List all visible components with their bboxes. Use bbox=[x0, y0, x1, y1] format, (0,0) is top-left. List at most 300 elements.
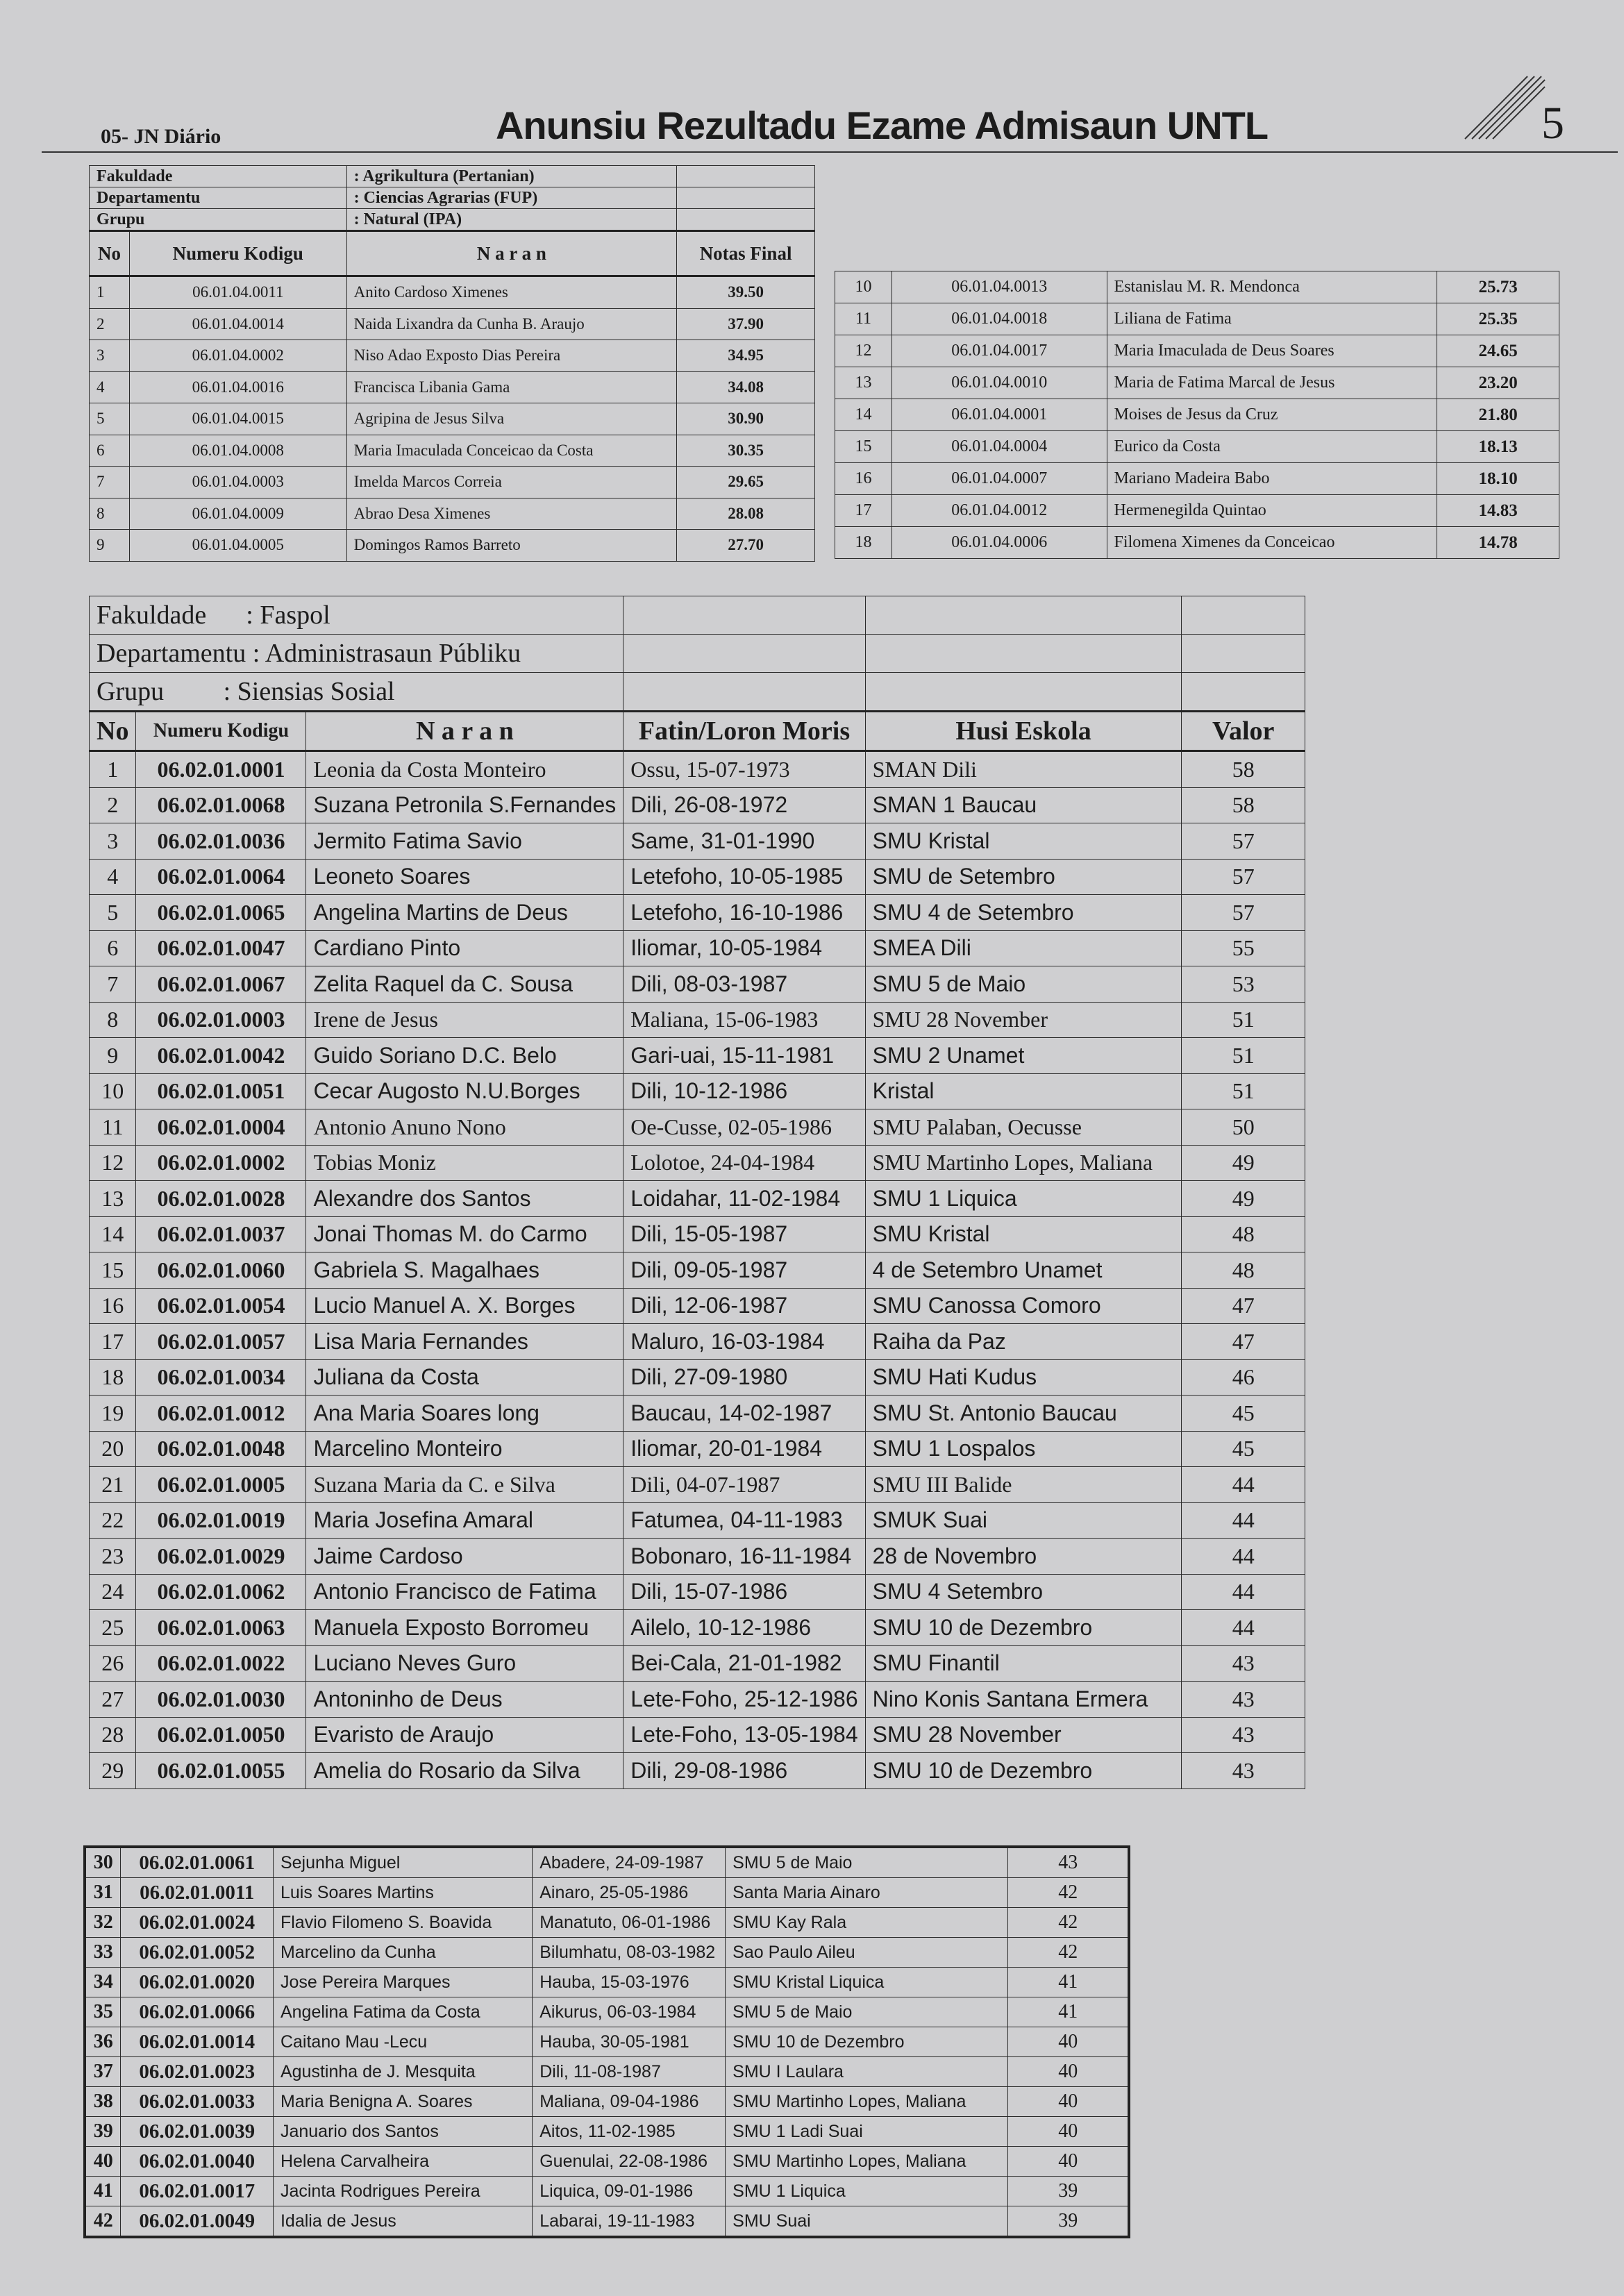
name-cell: Maria Imaculada de Deus Soares bbox=[1107, 335, 1437, 367]
code-cell: 06.02.01.0030 bbox=[136, 1682, 306, 1718]
row-number: 10 bbox=[90, 1073, 136, 1109]
value-cell: 58 bbox=[1182, 787, 1305, 823]
school-cell: Santa Maria Ainaro bbox=[726, 1878, 1008, 1908]
row-number: 37 bbox=[85, 2057, 121, 2087]
value-cell: 55 bbox=[1182, 930, 1305, 966]
birth-cell: Hauba, 15-03-1976 bbox=[533, 1968, 726, 1997]
name-cell: Mariano Madeira Babo bbox=[1107, 463, 1437, 495]
meta-text: Departamentu : Administrasaun Públiku bbox=[90, 635, 623, 673]
row-number: 9 bbox=[90, 530, 130, 562]
name-cell: Agripina de Jesus Silva bbox=[346, 403, 677, 435]
empty-cell bbox=[1182, 596, 1305, 635]
school-cell: SMU Martinho Lopes, Maliana bbox=[865, 1145, 1182, 1181]
birth-cell: Loidahar, 11-02-1984 bbox=[623, 1181, 865, 1217]
row-number: 7 bbox=[90, 966, 136, 1003]
table-row bbox=[85, 2147, 1129, 2177]
meta-value: : Natural (IPA) bbox=[346, 209, 677, 231]
birth-cell: Oe-Cusse, 02-05-1986 bbox=[623, 1109, 865, 1146]
score-cell: 25.73 bbox=[1437, 271, 1559, 303]
name-cell: Estanislau M. R. Mendonca bbox=[1107, 271, 1437, 303]
name-cell: Domingos Ramos Barreto bbox=[346, 530, 677, 562]
score-cell: 37.90 bbox=[677, 308, 815, 340]
row-number: 12 bbox=[835, 335, 892, 367]
name-cell: Antoninho de Deus bbox=[306, 1682, 623, 1718]
score-cell: 18.10 bbox=[1437, 463, 1559, 495]
table-row bbox=[85, 1968, 1129, 1997]
code-cell: 06.02.01.0024 bbox=[121, 1908, 274, 1938]
birth-cell: Labarai, 19-11-1983 bbox=[533, 2206, 726, 2238]
value-cell: 44 bbox=[1182, 1574, 1305, 1610]
school-cell: SMU 10 de Dezembro bbox=[865, 1610, 1182, 1646]
table-row bbox=[90, 1145, 1305, 1181]
code-cell: 06.01.04.0008 bbox=[129, 435, 346, 467]
birth-cell: Dili, 29-08-1986 bbox=[623, 1753, 865, 1789]
row-number: 23 bbox=[90, 1539, 136, 1575]
table-row bbox=[835, 527, 1559, 559]
code-cell: 06.01.04.0005 bbox=[129, 530, 346, 562]
score-cell: 24.65 bbox=[1437, 335, 1559, 367]
table-row bbox=[835, 431, 1559, 463]
birth-cell: Abadere, 24-09-1987 bbox=[533, 1847, 726, 1878]
birth-cell: Ossu, 15-07-1973 bbox=[623, 751, 865, 788]
name-cell: Cardiano Pinto bbox=[306, 930, 623, 966]
table-row bbox=[90, 1717, 1305, 1753]
school-cell: SMU de Setembro bbox=[865, 859, 1182, 895]
table-meta-row bbox=[90, 166, 815, 187]
name-cell: Abrao Desa Ximenes bbox=[346, 498, 677, 530]
school-cell: SMU Martinho Lopes, Maliana bbox=[726, 2147, 1008, 2177]
birth-cell: Dili, 27-09-1980 bbox=[623, 1359, 865, 1396]
code-cell: 06.02.01.0017 bbox=[121, 2177, 274, 2206]
row-number: 10 bbox=[835, 271, 892, 303]
code-cell: 06.01.04.0002 bbox=[129, 340, 346, 372]
row-number: 32 bbox=[85, 1908, 121, 1938]
results-table-agrikultura bbox=[89, 165, 815, 562]
row-number: 27 bbox=[90, 1682, 136, 1718]
name-cell: Moises de Jesus da Cruz bbox=[1107, 399, 1437, 431]
row-number: 1 bbox=[90, 751, 136, 788]
value-cell: 45 bbox=[1182, 1396, 1305, 1432]
name-cell: Anito Cardoso Ximenes bbox=[346, 276, 677, 309]
row-number: 16 bbox=[835, 463, 892, 495]
birth-cell: Liquica, 09-01-1986 bbox=[533, 2177, 726, 2206]
table-row bbox=[90, 1109, 1305, 1146]
birth-cell: Dili, 12-06-1987 bbox=[623, 1288, 865, 1324]
birth-cell: Fatumea, 04-11-1983 bbox=[623, 1502, 865, 1539]
results-table-faspol bbox=[89, 596, 1305, 1789]
value-cell: 43 bbox=[1182, 1682, 1305, 1718]
school-cell: SMEA Dili bbox=[865, 930, 1182, 966]
birth-cell: Dili, 04-07-1987 bbox=[623, 1467, 865, 1503]
code-cell: 06.01.04.0004 bbox=[891, 431, 1107, 463]
table-row bbox=[90, 435, 815, 467]
name-cell: Sejunha Miguel bbox=[273, 1847, 532, 1878]
table-header-row bbox=[90, 712, 1305, 751]
empty-cell bbox=[677, 209, 815, 231]
school-cell: SMU 1 Liquica bbox=[865, 1181, 1182, 1217]
score-cell: 18.13 bbox=[1437, 431, 1559, 463]
name-cell: Luciano Neves Guro bbox=[306, 1645, 623, 1682]
column-header: No bbox=[90, 712, 136, 751]
results-table-faspol-continued bbox=[83, 1845, 1130, 2238]
row-number: 11 bbox=[90, 1109, 136, 1146]
code-cell: 06.01.04.0011 bbox=[129, 276, 346, 309]
birth-cell: Same, 31-01-1990 bbox=[623, 823, 865, 860]
value-cell: 40 bbox=[1008, 2087, 1129, 2117]
column-header: No bbox=[90, 231, 130, 276]
row-number: 26 bbox=[90, 1645, 136, 1682]
name-cell: Tobias Moniz bbox=[306, 1145, 623, 1181]
table-row bbox=[85, 1997, 1129, 2027]
table-row bbox=[85, 2057, 1129, 2087]
school-cell: SMU Kristal bbox=[865, 823, 1182, 860]
row-number: 25 bbox=[90, 1610, 136, 1646]
name-cell: Idalia de Jesus bbox=[273, 2206, 532, 2238]
code-cell: 06.02.01.0040 bbox=[121, 2147, 274, 2177]
value-cell: 41 bbox=[1008, 1997, 1129, 2027]
empty-cell bbox=[1182, 673, 1305, 712]
code-cell: 06.01.04.0017 bbox=[891, 335, 1107, 367]
meta-text: Grupu : Siensias Sosial bbox=[90, 673, 623, 712]
code-cell: 06.02.01.0057 bbox=[136, 1324, 306, 1360]
code-cell: 06.02.01.0042 bbox=[136, 1038, 306, 1074]
code-cell: 06.02.01.0034 bbox=[136, 1359, 306, 1396]
school-cell: SMU 2 Unamet bbox=[865, 1038, 1182, 1074]
value-cell: 39 bbox=[1008, 2177, 1129, 2206]
row-number: 14 bbox=[835, 399, 892, 431]
row-number: 31 bbox=[85, 1878, 121, 1908]
value-cell: 39 bbox=[1008, 2206, 1129, 2238]
code-cell: 06.02.01.0036 bbox=[136, 823, 306, 860]
name-cell: Helena Carvalheira bbox=[273, 2147, 532, 2177]
table-row bbox=[90, 1574, 1305, 1610]
name-cell: Jonai Thomas M. do Carmo bbox=[306, 1216, 623, 1252]
table-row bbox=[90, 1324, 1305, 1360]
row-number: 18 bbox=[90, 1359, 136, 1396]
name-cell: Juliana da Costa bbox=[306, 1359, 623, 1396]
value-cell: 49 bbox=[1182, 1145, 1305, 1181]
row-number: 12 bbox=[90, 1145, 136, 1181]
value-cell: 42 bbox=[1008, 1878, 1129, 1908]
page-number: 5 bbox=[1541, 98, 1564, 149]
column-header: Husi Eskola bbox=[865, 712, 1182, 751]
row-number: 4 bbox=[90, 371, 130, 403]
code-cell: 06.02.01.0061 bbox=[121, 1847, 274, 1878]
school-cell: SMAN Dili bbox=[865, 751, 1182, 788]
row-number: 11 bbox=[835, 303, 892, 335]
birth-cell: Dili, 09-05-1987 bbox=[623, 1252, 865, 1289]
code-cell: 06.02.01.0050 bbox=[136, 1717, 306, 1753]
value-cell: 57 bbox=[1182, 823, 1305, 860]
code-cell: 06.02.01.0067 bbox=[136, 966, 306, 1003]
code-cell: 06.02.01.0052 bbox=[121, 1938, 274, 1968]
score-cell: 30.90 bbox=[677, 403, 815, 435]
name-cell: Jose Pereira Marques bbox=[273, 1968, 532, 1997]
row-number: 3 bbox=[90, 823, 136, 860]
column-header: Numeru Kodigu bbox=[136, 712, 306, 751]
birth-cell: Iliomar, 10-05-1984 bbox=[623, 930, 865, 966]
table-header-row bbox=[90, 231, 815, 276]
table-meta-row bbox=[90, 635, 1305, 673]
name-cell: Jaime Cardoso bbox=[306, 1539, 623, 1575]
name-cell: Flavio Filomeno S. Boavida bbox=[273, 1908, 532, 1938]
empty-cell bbox=[865, 635, 1182, 673]
table-row bbox=[90, 467, 815, 498]
birth-cell: Baucau, 14-02-1987 bbox=[623, 1396, 865, 1432]
school-cell: Nino Konis Santana Ermera bbox=[865, 1682, 1182, 1718]
birth-cell: Maluro, 16-03-1984 bbox=[623, 1324, 865, 1360]
table-row bbox=[90, 276, 815, 309]
table-row bbox=[90, 1753, 1305, 1789]
code-cell: 06.02.01.0063 bbox=[136, 1610, 306, 1646]
name-cell: Caitano Mau -Lecu bbox=[273, 2027, 532, 2057]
value-cell: 53 bbox=[1182, 966, 1305, 1003]
table-row bbox=[90, 1431, 1305, 1467]
table-row bbox=[90, 1645, 1305, 1682]
code-cell: 06.02.01.0068 bbox=[136, 787, 306, 823]
table-meta-row bbox=[90, 596, 1305, 635]
school-cell: SMU Finantil bbox=[865, 1645, 1182, 1682]
empty-cell bbox=[677, 166, 815, 187]
empty-cell bbox=[865, 596, 1182, 635]
value-cell: 51 bbox=[1182, 1038, 1305, 1074]
code-cell: 06.01.04.0010 bbox=[891, 367, 1107, 399]
value-cell: 40 bbox=[1008, 2117, 1129, 2147]
row-number: 6 bbox=[90, 930, 136, 966]
table-row bbox=[835, 303, 1559, 335]
name-cell: Evaristo de Araujo bbox=[306, 1717, 623, 1753]
name-cell: Angelina Martins de Deus bbox=[306, 895, 623, 931]
table-row bbox=[90, 1610, 1305, 1646]
name-cell: Marcelino da Cunha bbox=[273, 1938, 532, 1968]
code-cell: 06.02.01.0014 bbox=[121, 2027, 274, 2057]
score-cell: 28.08 bbox=[677, 498, 815, 530]
table-row bbox=[835, 495, 1559, 527]
birth-cell: Dili, 15-05-1987 bbox=[623, 1216, 865, 1252]
value-cell: 47 bbox=[1182, 1324, 1305, 1360]
birth-cell: Maliana, 15-06-1983 bbox=[623, 1002, 865, 1038]
code-cell: 06.02.01.0064 bbox=[136, 859, 306, 895]
name-cell: Januario dos Santos bbox=[273, 2117, 532, 2147]
name-cell: Luis Soares Martins bbox=[273, 1878, 532, 1908]
score-cell: 14.78 bbox=[1437, 527, 1559, 559]
row-number: 7 bbox=[90, 467, 130, 498]
score-cell: 34.95 bbox=[677, 340, 815, 372]
school-cell: SMU Canossa Comoro bbox=[865, 1288, 1182, 1324]
table-row bbox=[835, 271, 1559, 303]
birth-cell: Aitos, 11-02-1985 bbox=[533, 2117, 726, 2147]
value-cell: 40 bbox=[1008, 2057, 1129, 2087]
empty-cell bbox=[677, 187, 815, 209]
empty-cell bbox=[623, 673, 865, 712]
score-cell: 30.35 bbox=[677, 435, 815, 467]
birth-cell: Lete-Foho, 25-12-1986 bbox=[623, 1682, 865, 1718]
empty-cell bbox=[623, 635, 865, 673]
school-cell: SMU III Balide bbox=[865, 1467, 1182, 1503]
value-cell: 49 bbox=[1182, 1181, 1305, 1217]
row-number: 8 bbox=[90, 498, 130, 530]
name-cell: Ana Maria Soares long bbox=[306, 1396, 623, 1432]
row-number: 5 bbox=[90, 403, 130, 435]
school-cell: SMU Kristal Liquica bbox=[726, 1968, 1008, 1997]
row-number: 34 bbox=[85, 1968, 121, 1997]
row-number: 18 bbox=[835, 527, 892, 559]
code-cell: 06.02.01.0001 bbox=[136, 751, 306, 788]
school-cell: SMU 1 Ladi Suai bbox=[726, 2117, 1008, 2147]
birth-cell: Letefoho, 10-05-1985 bbox=[623, 859, 865, 895]
value-cell: 57 bbox=[1182, 895, 1305, 931]
score-cell: 25.35 bbox=[1437, 303, 1559, 335]
table-row bbox=[85, 2087, 1129, 2117]
name-cell: Naida Lixandra da Cunha B. Araujo bbox=[346, 308, 677, 340]
table-row bbox=[90, 787, 1305, 823]
score-cell: 23.20 bbox=[1437, 367, 1559, 399]
row-number: 38 bbox=[85, 2087, 121, 2117]
birth-cell: Maliana, 09-04-1986 bbox=[533, 2087, 726, 2117]
column-header: Valor bbox=[1182, 712, 1305, 751]
value-cell: 44 bbox=[1182, 1610, 1305, 1646]
code-cell: 06.01.04.0015 bbox=[129, 403, 346, 435]
value-cell: 42 bbox=[1008, 1908, 1129, 1938]
code-cell: 06.02.01.0062 bbox=[136, 1574, 306, 1610]
code-cell: 06.02.01.0037 bbox=[136, 1216, 306, 1252]
school-cell: SMAN 1 Baucau bbox=[865, 787, 1182, 823]
birth-cell: Dili, 11-08-1987 bbox=[533, 2057, 726, 2087]
value-cell: 46 bbox=[1182, 1359, 1305, 1396]
name-cell: Jermito Fatima Savio bbox=[306, 823, 623, 860]
table-row bbox=[835, 367, 1559, 399]
name-cell: Niso Adao Exposto Dias Pereira bbox=[346, 340, 677, 372]
birth-cell: Aikurus, 06-03-1984 bbox=[533, 1997, 726, 2027]
name-cell: Manuela Exposto Borromeu bbox=[306, 1610, 623, 1646]
school-cell: SMU 10 de Dezembro bbox=[865, 1753, 1182, 1789]
row-number: 17 bbox=[90, 1324, 136, 1360]
table-meta-row bbox=[90, 673, 1305, 712]
code-cell: 06.02.01.0048 bbox=[136, 1431, 306, 1467]
row-number: 8 bbox=[90, 1002, 136, 1038]
school-cell: SMU 4 de Setembro bbox=[865, 895, 1182, 931]
code-cell: 06.02.01.0004 bbox=[136, 1109, 306, 1146]
table-row bbox=[85, 2206, 1129, 2238]
score-cell: 34.08 bbox=[677, 371, 815, 403]
table-row bbox=[90, 1288, 1305, 1324]
row-number: 41 bbox=[85, 2177, 121, 2206]
table-row bbox=[90, 1002, 1305, 1038]
code-cell: 06.02.01.0065 bbox=[136, 895, 306, 931]
table-row bbox=[90, 1038, 1305, 1074]
name-cell: Eurico da Costa bbox=[1107, 431, 1437, 463]
name-cell: Marcelino Monteiro bbox=[306, 1431, 623, 1467]
school-cell: SMU 5 de Maio bbox=[726, 1847, 1008, 1878]
code-cell: 06.02.01.0003 bbox=[136, 1002, 306, 1038]
table-row bbox=[90, 1252, 1305, 1289]
row-number: 15 bbox=[90, 1252, 136, 1289]
code-cell: 06.02.01.0066 bbox=[121, 1997, 274, 2027]
name-cell: Jacinta Rodrigues Pereira bbox=[273, 2177, 532, 2206]
value-cell: 44 bbox=[1182, 1502, 1305, 1539]
table-meta-row bbox=[90, 209, 815, 231]
table-row bbox=[90, 1539, 1305, 1575]
table-row bbox=[835, 335, 1559, 367]
birth-cell: Bilumhatu, 08-03-1982 bbox=[533, 1938, 726, 1968]
table-row bbox=[90, 1216, 1305, 1252]
birth-cell: Gari-uai, 15-11-1981 bbox=[623, 1038, 865, 1074]
birth-cell: Ainaro, 25-05-1986 bbox=[533, 1878, 726, 1908]
table-row bbox=[90, 751, 1305, 788]
value-cell: 40 bbox=[1008, 2147, 1129, 2177]
table-row bbox=[90, 1396, 1305, 1432]
row-number: 40 bbox=[85, 2147, 121, 2177]
school-cell: Raiha da Paz bbox=[865, 1324, 1182, 1360]
row-number: 33 bbox=[85, 1938, 121, 1968]
code-cell: 06.01.04.0013 bbox=[891, 271, 1107, 303]
code-cell: 06.02.01.0055 bbox=[136, 1753, 306, 1789]
name-cell: Francisca Libania Gama bbox=[346, 371, 677, 403]
birth-cell: Dili, 15-07-1986 bbox=[623, 1574, 865, 1610]
column-header: Notas Final bbox=[677, 231, 815, 276]
code-cell: 06.01.04.0016 bbox=[129, 371, 346, 403]
code-cell: 06.02.01.0005 bbox=[136, 1467, 306, 1503]
birth-cell: Bobonaro, 16-11-1984 bbox=[623, 1539, 865, 1575]
value-cell: 40 bbox=[1008, 2027, 1129, 2057]
column-header: N a r a n bbox=[306, 712, 623, 751]
birth-cell: Letefoho, 16-10-1986 bbox=[623, 895, 865, 931]
code-cell: 06.01.04.0009 bbox=[129, 498, 346, 530]
table-row bbox=[85, 1938, 1129, 1968]
table-row bbox=[90, 1181, 1305, 1217]
school-cell: 28 de Novembro bbox=[865, 1539, 1182, 1575]
table-row bbox=[90, 966, 1305, 1003]
value-cell: 51 bbox=[1182, 1073, 1305, 1109]
name-cell: Suzana Petronila S.Fernandes bbox=[306, 787, 623, 823]
table-row bbox=[90, 403, 815, 435]
table-row bbox=[90, 340, 815, 372]
table-row bbox=[90, 498, 815, 530]
name-cell: Zelita Raquel da C. Sousa bbox=[306, 966, 623, 1003]
score-cell: 14.83 bbox=[1437, 495, 1559, 527]
header-rule bbox=[42, 151, 1618, 153]
empty-cell bbox=[623, 596, 865, 635]
table-row bbox=[90, 859, 1305, 895]
value-cell: 48 bbox=[1182, 1216, 1305, 1252]
table-row bbox=[90, 930, 1305, 966]
table-row bbox=[90, 823, 1305, 860]
birth-cell: Hauba, 30-05-1981 bbox=[533, 2027, 726, 2057]
row-number: 22 bbox=[90, 1502, 136, 1539]
row-number: 36 bbox=[85, 2027, 121, 2057]
name-cell: Maria de Fatima Marcal de Jesus bbox=[1107, 367, 1437, 399]
code-cell: 06.01.04.0014 bbox=[129, 308, 346, 340]
meta-label: Grupu bbox=[90, 209, 347, 231]
table-row bbox=[835, 463, 1559, 495]
code-cell: 06.02.01.0011 bbox=[121, 1878, 274, 1908]
code-cell: 06.01.04.0012 bbox=[891, 495, 1107, 527]
value-cell: 47 bbox=[1182, 1288, 1305, 1324]
value-cell: 41 bbox=[1008, 1968, 1129, 1997]
score-cell: 27.70 bbox=[677, 530, 815, 562]
table-row bbox=[85, 2177, 1129, 2206]
table-row bbox=[90, 530, 815, 562]
name-cell: Gabriela S. Magalhaes bbox=[306, 1252, 623, 1289]
school-cell: SMU Martinho Lopes, Maliana bbox=[726, 2087, 1008, 2117]
row-number: 28 bbox=[90, 1717, 136, 1753]
name-cell: Hermenegilda Quintao bbox=[1107, 495, 1437, 527]
name-cell: Antonio Anuno Nono bbox=[306, 1109, 623, 1146]
meta-label: Departamentu bbox=[90, 187, 347, 209]
birth-cell: Bei-Cala, 21-01-1982 bbox=[623, 1645, 865, 1682]
table-row bbox=[85, 2117, 1129, 2147]
code-cell: 06.02.01.0012 bbox=[136, 1396, 306, 1432]
